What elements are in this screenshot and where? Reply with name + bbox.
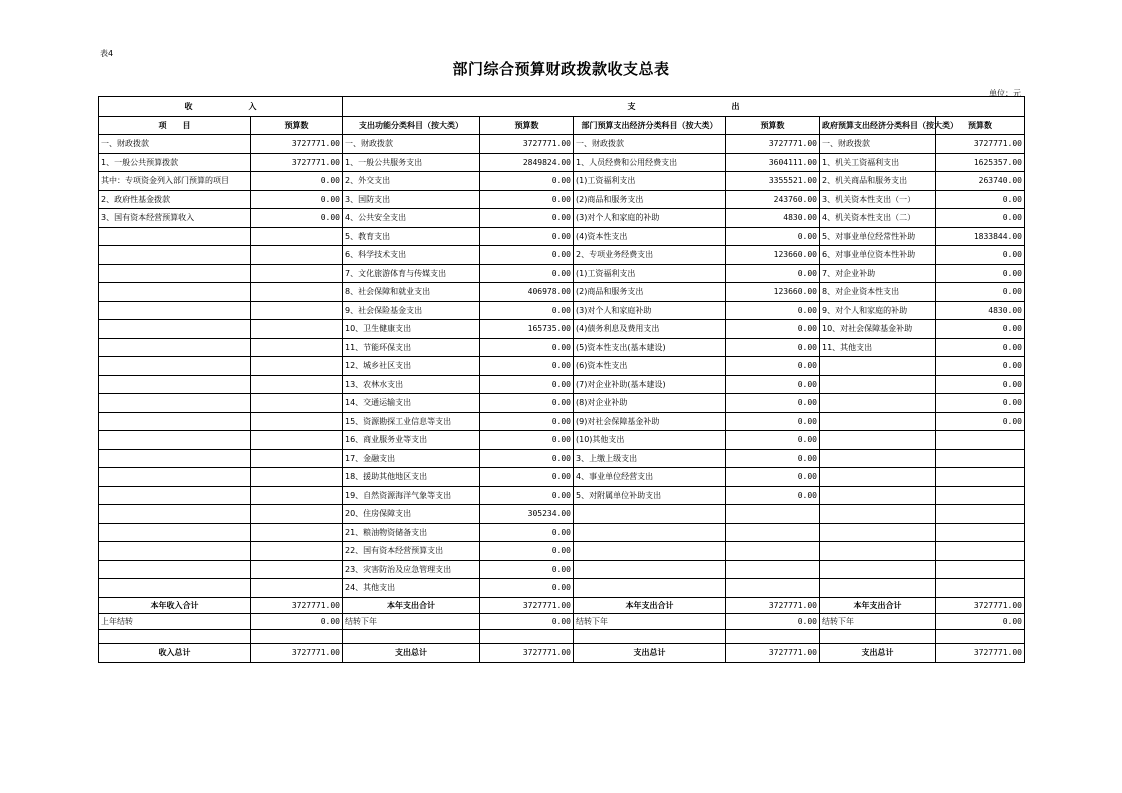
gov-econ-amount: 0.00 [936, 190, 1025, 209]
table-row [99, 172, 1025, 191]
function-amount: 0.00 [480, 542, 574, 561]
gov-econ-item [820, 449, 936, 468]
function-amount: 0.00 [480, 301, 574, 320]
col-header: 支出功能分类科目（按大类） [343, 117, 480, 135]
dept-econ-item: 5、对附属单位补助支出 [574, 486, 726, 505]
function-amount: 3727771.00 [480, 135, 574, 154]
dept-econ-item [574, 579, 726, 598]
table-row [99, 505, 1025, 524]
income-item [99, 505, 251, 524]
dept-econ-amount: 0.00 [726, 375, 820, 394]
dept-econ-amount: 3604111.00 [726, 153, 820, 172]
gov-econ-item: 一、财政拨款 [820, 135, 936, 154]
empty-cell [936, 629, 1025, 643]
income-amount: 0.00 [251, 613, 343, 629]
table-row [99, 227, 1025, 246]
dept-econ-amount: 3355521.00 [726, 172, 820, 191]
income-amount [251, 394, 343, 413]
dept-econ-amount: 243760.00 [726, 190, 820, 209]
function-item: 21、粮油物资储备支出 [343, 523, 480, 542]
function-item: 24、其他支出 [343, 579, 480, 598]
income-item [99, 431, 251, 450]
income-item [99, 542, 251, 561]
gov-econ-item [820, 357, 936, 376]
income-item [99, 338, 251, 357]
function-item: 结转下年 [343, 613, 480, 629]
empty-cell [251, 629, 343, 643]
dept-econ-item [574, 560, 726, 579]
income-item [99, 412, 251, 431]
income-amount [251, 264, 343, 283]
function-amount: 305234.00 [480, 505, 574, 524]
income-amount: 0.00 [251, 172, 343, 191]
gov-econ-amount: 0.00 [936, 394, 1025, 413]
income-item [99, 283, 251, 302]
dept-econ-amount: 0.00 [726, 468, 820, 487]
income-item [99, 486, 251, 505]
income-item [99, 523, 251, 542]
function-amount: 0.00 [480, 486, 574, 505]
table-row [99, 542, 1025, 561]
dept-econ-item: (9)对社会保障基金补助 [574, 412, 726, 431]
function-item: 6、科学技术支出 [343, 246, 480, 265]
gov-econ-item: 9、对个人和家庭的补助 [820, 301, 936, 320]
dept-econ-amount: 0.00 [726, 264, 820, 283]
gov-econ-item [820, 394, 936, 413]
table-row [99, 246, 1025, 265]
empty-cell [820, 629, 936, 643]
gov-econ-amount: 0.00 [936, 320, 1025, 339]
function-item: 18、援助其他地区支出 [343, 468, 480, 487]
table-row [99, 320, 1025, 339]
function-item: 20、住房保障支出 [343, 505, 480, 524]
function-item: 14、交通运输支出 [343, 394, 480, 413]
income-item [99, 468, 251, 487]
function-item: 19、自然资源海洋气象等支出 [343, 486, 480, 505]
table-row [99, 301, 1025, 320]
dept-econ-amount: 4830.00 [726, 209, 820, 228]
dept-econ-amount: 0.00 [726, 449, 820, 468]
income-amount: 3727771.00 [251, 597, 343, 613]
dept-econ-item [574, 542, 726, 561]
table-row [99, 264, 1025, 283]
table-row [99, 560, 1025, 579]
function-item: 8、社会保障和就业支出 [343, 283, 480, 302]
page-title: 部门综合预算财政拨款收支总表 [452, 60, 670, 78]
function-item: 一、财政拨款 [343, 135, 480, 154]
gov-econ-amount [936, 523, 1025, 542]
dept-econ-amount: 0.00 [726, 301, 820, 320]
function-amount: 3727771.00 [480, 643, 574, 662]
gov-econ-item [820, 412, 936, 431]
dept-econ-amount: 0.00 [726, 338, 820, 357]
income-amount [251, 412, 343, 431]
function-item: 本年支出合计 [343, 597, 480, 613]
table-row [99, 412, 1025, 431]
dept-econ-item: (1)工资福利支出 [574, 264, 726, 283]
table-row [99, 486, 1025, 505]
income-amount: 0.00 [251, 190, 343, 209]
income-item: 其中：专项资金列入部门预算的项目 [99, 172, 251, 191]
gov-econ-item: 5、对事业单位经常性补助 [820, 227, 936, 246]
function-amount: 0.00 [480, 227, 574, 246]
gov-econ-amount [936, 505, 1025, 524]
income-amount [251, 375, 343, 394]
income-item [99, 449, 251, 468]
function-item: 15、资源勘探工业信息等支出 [343, 412, 480, 431]
empty-cell [574, 629, 726, 643]
gov-econ-amount [936, 486, 1025, 505]
income-item [99, 579, 251, 598]
dept-econ-item: (7)对企业补助(基本建设) [574, 375, 726, 394]
function-amount: 0.00 [480, 523, 574, 542]
income-amount [251, 523, 343, 542]
gov-econ-item: 2、机关商品和服务支出 [820, 172, 936, 191]
gov-econ-item: 4、机关资本性支出（二） [820, 209, 936, 228]
carry-row [99, 613, 1025, 629]
function-item: 23、灾害防治及应急管理支出 [343, 560, 480, 579]
dept-econ-item: (4)债务利息及费用支出 [574, 320, 726, 339]
gov-econ-item: 支出总计 [820, 643, 936, 662]
gov-econ-item [820, 542, 936, 561]
dept-econ-amount [726, 523, 820, 542]
gov-econ-item: 8、对企业资本性支出 [820, 283, 936, 302]
col-header: 预算数 [480, 117, 574, 135]
dept-econ-item: 2、专项业务经费支出 [574, 246, 726, 265]
gov-econ-item: 结转下年 [820, 613, 936, 629]
spacer-row [99, 629, 1025, 643]
gov-econ-item [820, 486, 936, 505]
income-amount [251, 246, 343, 265]
function-item: 4、公共安全支出 [343, 209, 480, 228]
income-amount [251, 283, 343, 302]
income-amount [251, 449, 343, 468]
dept-econ-item: (2)商品和服务支出 [574, 283, 726, 302]
col-header: 预算数 [726, 117, 820, 135]
expense-header: 支 出 [343, 97, 1025, 117]
dept-econ-amount: 123660.00 [726, 246, 820, 265]
gov-econ-amount [936, 560, 1025, 579]
empty-cell [480, 629, 574, 643]
income-amount [251, 301, 343, 320]
income-amount [251, 431, 343, 450]
income-amount: 3727771.00 [251, 643, 343, 662]
table-row [99, 431, 1025, 450]
gov-econ-item: 3、机关资本性支出（一） [820, 190, 936, 209]
dept-econ-amount: 0.00 [726, 412, 820, 431]
dept-econ-amount: 0.00 [726, 394, 820, 413]
function-amount: 0.00 [480, 394, 574, 413]
gov-econ-item: 7、对企业补助 [820, 264, 936, 283]
function-amount: 2849824.00 [480, 153, 574, 172]
function-item: 11、节能环保支出 [343, 338, 480, 357]
income-item [99, 394, 251, 413]
income-item [99, 227, 251, 246]
function-item: 3、国防支出 [343, 190, 480, 209]
dept-econ-amount: 0.00 [726, 320, 820, 339]
function-amount: 3727771.00 [480, 597, 574, 613]
empty-cell [726, 629, 820, 643]
col-header: 项 目 [99, 117, 251, 135]
income-item [99, 560, 251, 579]
income-item: 一、财政拨款 [99, 135, 251, 154]
function-item: 17、金融支出 [343, 449, 480, 468]
function-item: 9、社会保险基金支出 [343, 301, 480, 320]
dept-econ-item: (8)对企业补助 [574, 394, 726, 413]
function-amount: 165735.00 [480, 320, 574, 339]
table-row [99, 468, 1025, 487]
function-item: 16、商业服务业等支出 [343, 431, 480, 450]
dept-econ-amount [726, 560, 820, 579]
table-row [99, 523, 1025, 542]
dept-econ-amount: 0.00 [726, 431, 820, 450]
gov-econ-item: 11、其他支出 [820, 338, 936, 357]
dept-econ-item: 结转下年 [574, 613, 726, 629]
function-item: 22、国有资本经营预算支出 [343, 542, 480, 561]
dept-econ-item: 4、事业单位经营支出 [574, 468, 726, 487]
grand-total-row [99, 643, 1025, 662]
function-item: 2、外交支出 [343, 172, 480, 191]
unit-label: 单位：元 [989, 89, 1021, 98]
function-item: 5、教育支出 [343, 227, 480, 246]
gov-econ-item: 本年支出合计 [820, 597, 936, 613]
table-row [99, 135, 1025, 154]
dept-econ-item: 3、上缴上级支出 [574, 449, 726, 468]
function-amount: 0.00 [480, 613, 574, 629]
function-amount: 0.00 [480, 172, 574, 191]
income-item [99, 301, 251, 320]
table-row [99, 338, 1025, 357]
table-row [99, 449, 1025, 468]
dept-econ-item: 本年支出合计 [574, 597, 726, 613]
dept-econ-amount: 0.00 [726, 486, 820, 505]
income-item: 3、国有资本经营预算收入 [99, 209, 251, 228]
function-amount: 0.00 [480, 338, 574, 357]
gov-econ-item [820, 431, 936, 450]
dept-econ-item: 1、人员经费和公用经费支出 [574, 153, 726, 172]
dept-econ-item: (5)资本性支出(基本建设) [574, 338, 726, 357]
dept-econ-amount [726, 579, 820, 598]
gov-econ-amount: 263740.00 [936, 172, 1025, 191]
function-amount: 0.00 [480, 246, 574, 265]
gov-econ-amount: 0.00 [936, 338, 1025, 357]
dept-econ-amount: 123660.00 [726, 283, 820, 302]
budget-summary-table [98, 96, 1025, 663]
income-amount [251, 357, 343, 376]
income-amount [251, 468, 343, 487]
function-amount: 0.00 [480, 357, 574, 376]
gov-econ-amount: 1833844.00 [936, 227, 1025, 246]
gov-econ-amount: 3727771.00 [936, 135, 1025, 154]
function-item: 13、农林水支出 [343, 375, 480, 394]
dept-econ-item: (6)资本性支出 [574, 357, 726, 376]
dept-econ-item: (10)其他支出 [574, 431, 726, 450]
gov-econ-amount [936, 579, 1025, 598]
dept-econ-item: 一、财政拨款 [574, 135, 726, 154]
income-item: 本年收入合计 [99, 597, 251, 613]
income-item [99, 320, 251, 339]
dept-econ-item [574, 505, 726, 524]
gov-econ-amount: 0.00 [936, 613, 1025, 629]
dept-econ-amount: 0.00 [726, 227, 820, 246]
gov-econ-amount: 3727771.00 [936, 643, 1025, 662]
function-item: 7、文化旅游体育与传媒支出 [343, 264, 480, 283]
empty-cell [343, 629, 480, 643]
subheader-row [99, 117, 1025, 135]
function-amount: 0.00 [480, 264, 574, 283]
gov-econ-amount: 0.00 [936, 246, 1025, 265]
income-amount [251, 486, 343, 505]
table-row [99, 357, 1025, 376]
gov-econ-item [820, 523, 936, 542]
function-amount: 0.00 [480, 412, 574, 431]
dept-econ-amount: 3727771.00 [726, 597, 820, 613]
income-amount [251, 542, 343, 561]
income-amount [251, 320, 343, 339]
table-row [99, 579, 1025, 598]
income-amount: 3727771.00 [251, 153, 343, 172]
sheet-label: 表4 [100, 49, 114, 58]
income-item [99, 375, 251, 394]
income-item: 2、政府性基金拨款 [99, 190, 251, 209]
header-row [99, 97, 1025, 117]
col-header: 政府预算支出经济分类科目（按大类） [820, 117, 936, 135]
function-amount: 0.00 [480, 579, 574, 598]
income-amount: 3727771.00 [251, 135, 343, 154]
gov-econ-item: 1、机关工资福利支出 [820, 153, 936, 172]
dept-econ-amount [726, 542, 820, 561]
gov-econ-item: 6、对事业单位资本性补助 [820, 246, 936, 265]
gov-econ-amount: 0.00 [936, 283, 1025, 302]
function-amount: 0.00 [480, 375, 574, 394]
dept-econ-amount [726, 505, 820, 524]
function-amount: 0.00 [480, 468, 574, 487]
dept-econ-item: (4)资本性支出 [574, 227, 726, 246]
gov-econ-amount: 0.00 [936, 375, 1025, 394]
gov-econ-item [820, 579, 936, 598]
dept-econ-amount: 0.00 [726, 357, 820, 376]
function-amount: 0.00 [480, 431, 574, 450]
gov-econ-amount: 3727771.00 [936, 597, 1025, 613]
gov-econ-amount [936, 431, 1025, 450]
function-amount: 0.00 [480, 190, 574, 209]
table-row [99, 153, 1025, 172]
income-item: 1、一般公共预算拨款 [99, 153, 251, 172]
income-amount [251, 560, 343, 579]
gov-econ-item: 10、对社会保障基金补助 [820, 320, 936, 339]
function-amount: 0.00 [480, 449, 574, 468]
income-item [99, 246, 251, 265]
gov-econ-amount [936, 468, 1025, 487]
gov-econ-item [820, 375, 936, 394]
income-item [99, 264, 251, 283]
gov-econ-item [820, 560, 936, 579]
gov-econ-item [820, 468, 936, 487]
dept-econ-amount: 3727771.00 [726, 643, 820, 662]
dept-econ-item [574, 523, 726, 542]
function-amount: 0.00 [480, 209, 574, 228]
dept-econ-amount: 0.00 [726, 613, 820, 629]
function-item: 12、城乡社区支出 [343, 357, 480, 376]
col-header: 预算数 [251, 117, 343, 135]
table-row [99, 375, 1025, 394]
function-amount: 0.00 [480, 560, 574, 579]
function-item: 1、一般公共服务支出 [343, 153, 480, 172]
function-item: 10、卫生健康支出 [343, 320, 480, 339]
income-item: 上年结转 [99, 613, 251, 629]
income-amount [251, 579, 343, 598]
income-header: 收 入 [99, 97, 343, 117]
gov-econ-amount: 1625357.00 [936, 153, 1025, 172]
income-amount [251, 227, 343, 246]
col-header: 部门预算支出经济分类科目（按大类） [574, 117, 726, 135]
function-item: 支出总计 [343, 643, 480, 662]
year-total-row [99, 597, 1025, 613]
gov-econ-amount: 0.00 [936, 412, 1025, 431]
dept-econ-item: (3)对个人和家庭补助 [574, 301, 726, 320]
income-amount: 0.00 [251, 209, 343, 228]
dept-econ-amount: 3727771.00 [726, 135, 820, 154]
income-item: 收入总计 [99, 643, 251, 662]
function-amount: 406978.00 [480, 283, 574, 302]
gov-econ-item [820, 505, 936, 524]
empty-cell [99, 629, 251, 643]
dept-econ-item: (1)工资福利支出 [574, 172, 726, 191]
gov-econ-amount: 0.00 [936, 209, 1025, 228]
dept-econ-item: (3)对个人和家庭的补助 [574, 209, 726, 228]
gov-econ-amount: 0.00 [936, 357, 1025, 376]
income-item [99, 357, 251, 376]
table-row [99, 394, 1025, 413]
dept-econ-item: 支出总计 [574, 643, 726, 662]
table-row [99, 190, 1025, 209]
table-row [99, 283, 1025, 302]
gov-econ-amount [936, 449, 1025, 468]
table-row [99, 209, 1025, 228]
gov-econ-amount [936, 542, 1025, 561]
gov-econ-amount: 0.00 [936, 264, 1025, 283]
income-amount [251, 338, 343, 357]
col-header: 预算数 [936, 117, 1025, 135]
gov-econ-amount: 4830.00 [936, 301, 1025, 320]
income-amount [251, 505, 343, 524]
dept-econ-item: (2)商品和服务支出 [574, 190, 726, 209]
